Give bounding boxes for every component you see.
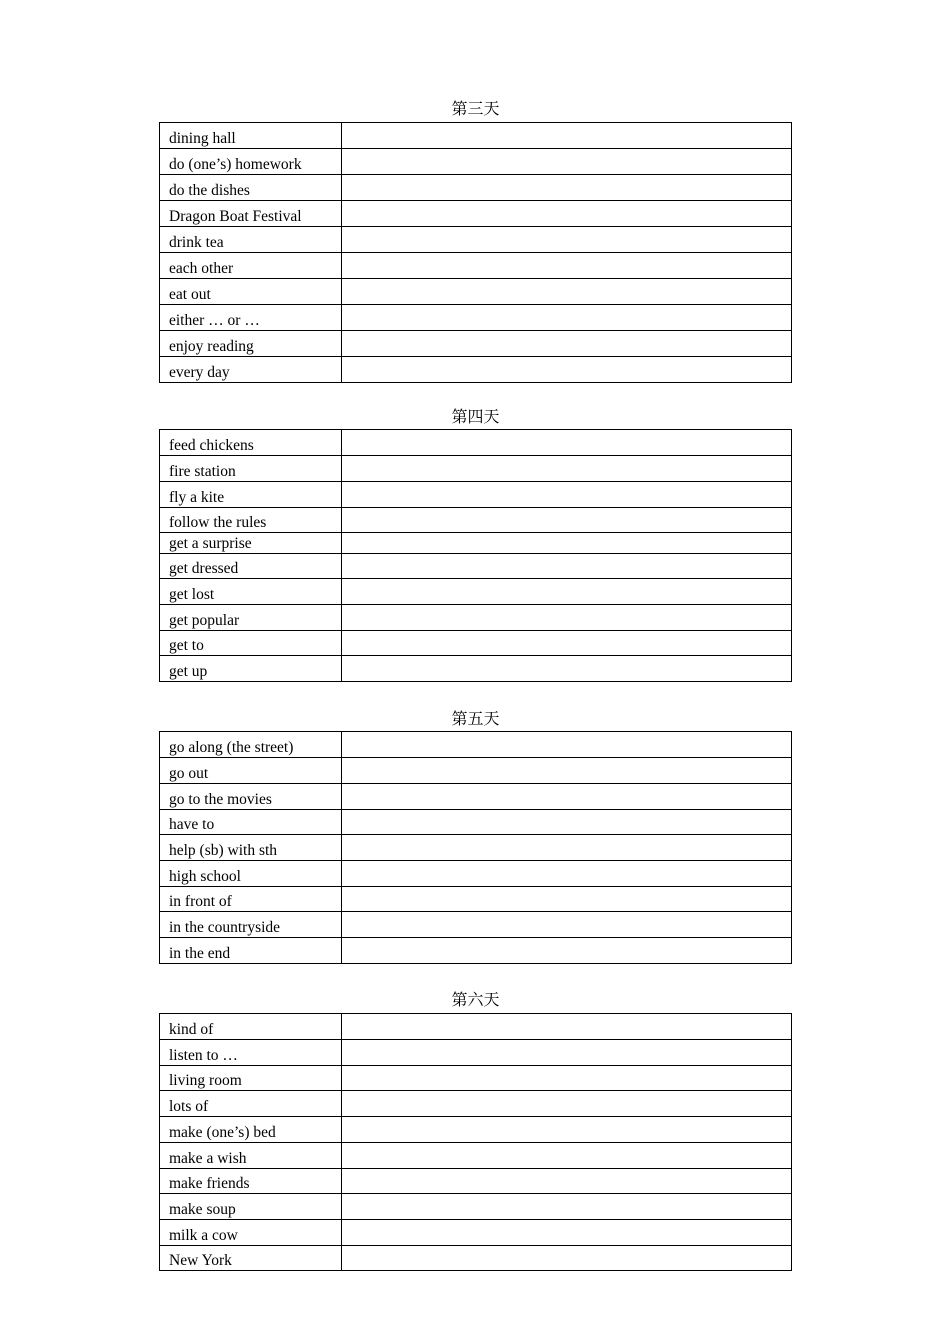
answer-cell[interactable]	[342, 1066, 792, 1091]
phrase-cell: help (sb) with sth	[160, 835, 342, 861]
answer-cell[interactable]	[342, 1014, 792, 1040]
table-row	[160, 482, 792, 508]
phrase-cell: do the dishes	[160, 175, 342, 201]
answer-cell[interactable]	[342, 758, 792, 784]
phrase-cell: living room	[160, 1066, 342, 1091]
phrase-cell: fire station	[160, 456, 342, 482]
answer-cell[interactable]	[342, 912, 792, 938]
table-row	[160, 1066, 792, 1091]
answer-cell[interactable]	[342, 1169, 792, 1194]
answer-cell[interactable]	[342, 835, 792, 861]
table-row	[160, 912, 792, 938]
table-row	[160, 810, 792, 835]
table-row	[160, 1169, 792, 1194]
table-row	[160, 175, 792, 201]
answer-cell[interactable]	[342, 732, 792, 758]
phrase-cell: go out	[160, 758, 342, 784]
table-row	[160, 357, 792, 383]
vocab-table	[159, 429, 792, 682]
table-row	[160, 533, 792, 554]
phrase-cell: follow the rules	[160, 508, 342, 533]
section-title: 第五天	[451, 711, 500, 728]
table-row	[160, 938, 792, 964]
phrase-cell: get to	[160, 631, 342, 656]
phrase-cell: go to the movies	[160, 784, 342, 810]
phrase-cell: eat out	[160, 279, 342, 305]
answer-cell[interactable]	[342, 508, 792, 533]
phrase-cell: get popular	[160, 605, 342, 631]
answer-cell[interactable]	[342, 1091, 792, 1117]
table-row	[160, 656, 792, 682]
vocab-table	[159, 731, 792, 964]
table-row	[160, 1040, 792, 1066]
phrase-cell: do (one’s) homework	[160, 149, 342, 175]
section-title: 第三天	[451, 101, 500, 118]
answer-cell[interactable]	[342, 305, 792, 331]
table-row	[160, 758, 792, 784]
phrase-cell: each other	[160, 253, 342, 279]
phrase-cell: make (one’s) bed	[160, 1117, 342, 1143]
table-row	[160, 305, 792, 331]
answer-cell[interactable]	[342, 887, 792, 912]
answer-cell[interactable]	[342, 656, 792, 682]
table-row	[160, 1117, 792, 1143]
table-row	[160, 1014, 792, 1040]
answer-cell[interactable]	[342, 605, 792, 631]
table-row	[160, 1220, 792, 1246]
phrase-cell: high school	[160, 861, 342, 887]
answer-cell[interactable]	[342, 810, 792, 835]
answer-cell[interactable]	[342, 430, 792, 456]
phrase-cell: either … or …	[160, 305, 342, 331]
phrase-cell: in front of	[160, 887, 342, 912]
phrase-cell: in the end	[160, 938, 342, 964]
answer-cell[interactable]	[342, 554, 792, 579]
phrase-cell: feed chickens	[160, 430, 342, 456]
vocab-table	[159, 1013, 792, 1271]
answer-cell[interactable]	[342, 357, 792, 383]
table-row	[160, 508, 792, 533]
section-title: 第四天	[451, 409, 500, 426]
phrase-cell: make soup	[160, 1194, 342, 1220]
section-title: 第六天	[451, 992, 500, 1009]
answer-cell[interactable]	[342, 861, 792, 887]
table-row	[160, 732, 792, 758]
phrase-cell: make a wish	[160, 1143, 342, 1169]
answer-cell[interactable]	[342, 175, 792, 201]
table-row	[160, 861, 792, 887]
answer-cell[interactable]	[342, 533, 792, 554]
answer-cell[interactable]	[342, 227, 792, 253]
phrase-cell: New York	[160, 1246, 342, 1271]
phrase-cell: have to	[160, 810, 342, 835]
table-row	[160, 123, 792, 149]
table-row	[160, 1143, 792, 1169]
vocab-table	[159, 122, 792, 383]
table-row	[160, 149, 792, 175]
phrase-cell: make friends	[160, 1169, 342, 1194]
answer-cell[interactable]	[342, 1143, 792, 1169]
answer-cell[interactable]	[342, 1194, 792, 1220]
phrase-cell: go along (the street)	[160, 732, 342, 758]
phrase-cell: get up	[160, 656, 342, 682]
table-row	[160, 554, 792, 579]
phrase-cell: listen to …	[160, 1040, 342, 1066]
table-row	[160, 253, 792, 279]
table-row	[160, 887, 792, 912]
table-row	[160, 631, 792, 656]
phrase-cell: drink tea	[160, 227, 342, 253]
answer-cell[interactable]	[342, 1040, 792, 1066]
answer-cell[interactable]	[342, 938, 792, 964]
answer-cell[interactable]	[342, 631, 792, 656]
phrase-cell: in the countryside	[160, 912, 342, 938]
phrase-cell: every day	[160, 357, 342, 383]
answer-cell[interactable]	[342, 1117, 792, 1143]
answer-cell[interactable]	[342, 149, 792, 175]
table-row	[160, 1246, 792, 1271]
table-row	[160, 1194, 792, 1220]
phrase-cell: get dressed	[160, 554, 342, 579]
table-row	[160, 835, 792, 861]
table-row	[160, 579, 792, 605]
table-row	[160, 1091, 792, 1117]
answer-cell[interactable]	[342, 1246, 792, 1271]
phrase-cell: lots of	[160, 1091, 342, 1117]
table-row	[160, 430, 792, 456]
table-row	[160, 784, 792, 810]
phrase-cell: dining hall	[160, 123, 342, 149]
phrase-cell: Dragon Boat Festival	[160, 201, 342, 227]
table-row	[160, 279, 792, 305]
answer-cell[interactable]	[342, 253, 792, 279]
table-row	[160, 331, 792, 357]
table-row	[160, 227, 792, 253]
answer-cell[interactable]	[342, 482, 792, 508]
answer-cell[interactable]	[342, 279, 792, 305]
answer-cell[interactable]	[342, 1220, 792, 1246]
answer-cell[interactable]	[342, 331, 792, 357]
answer-cell[interactable]	[342, 579, 792, 605]
table-row	[160, 201, 792, 227]
phrase-cell: milk a cow	[160, 1220, 342, 1246]
table-row	[160, 605, 792, 631]
phrase-cell: enjoy reading	[160, 331, 342, 357]
phrase-cell: get lost	[160, 579, 342, 605]
answer-cell[interactable]	[342, 456, 792, 482]
answer-cell[interactable]	[342, 201, 792, 227]
table-row	[160, 456, 792, 482]
phrase-cell: kind of	[160, 1014, 342, 1040]
answer-cell[interactable]	[342, 784, 792, 810]
answer-cell[interactable]	[342, 123, 792, 149]
phrase-cell: get a surprise	[160, 533, 342, 554]
phrase-cell: fly a kite	[160, 482, 342, 508]
